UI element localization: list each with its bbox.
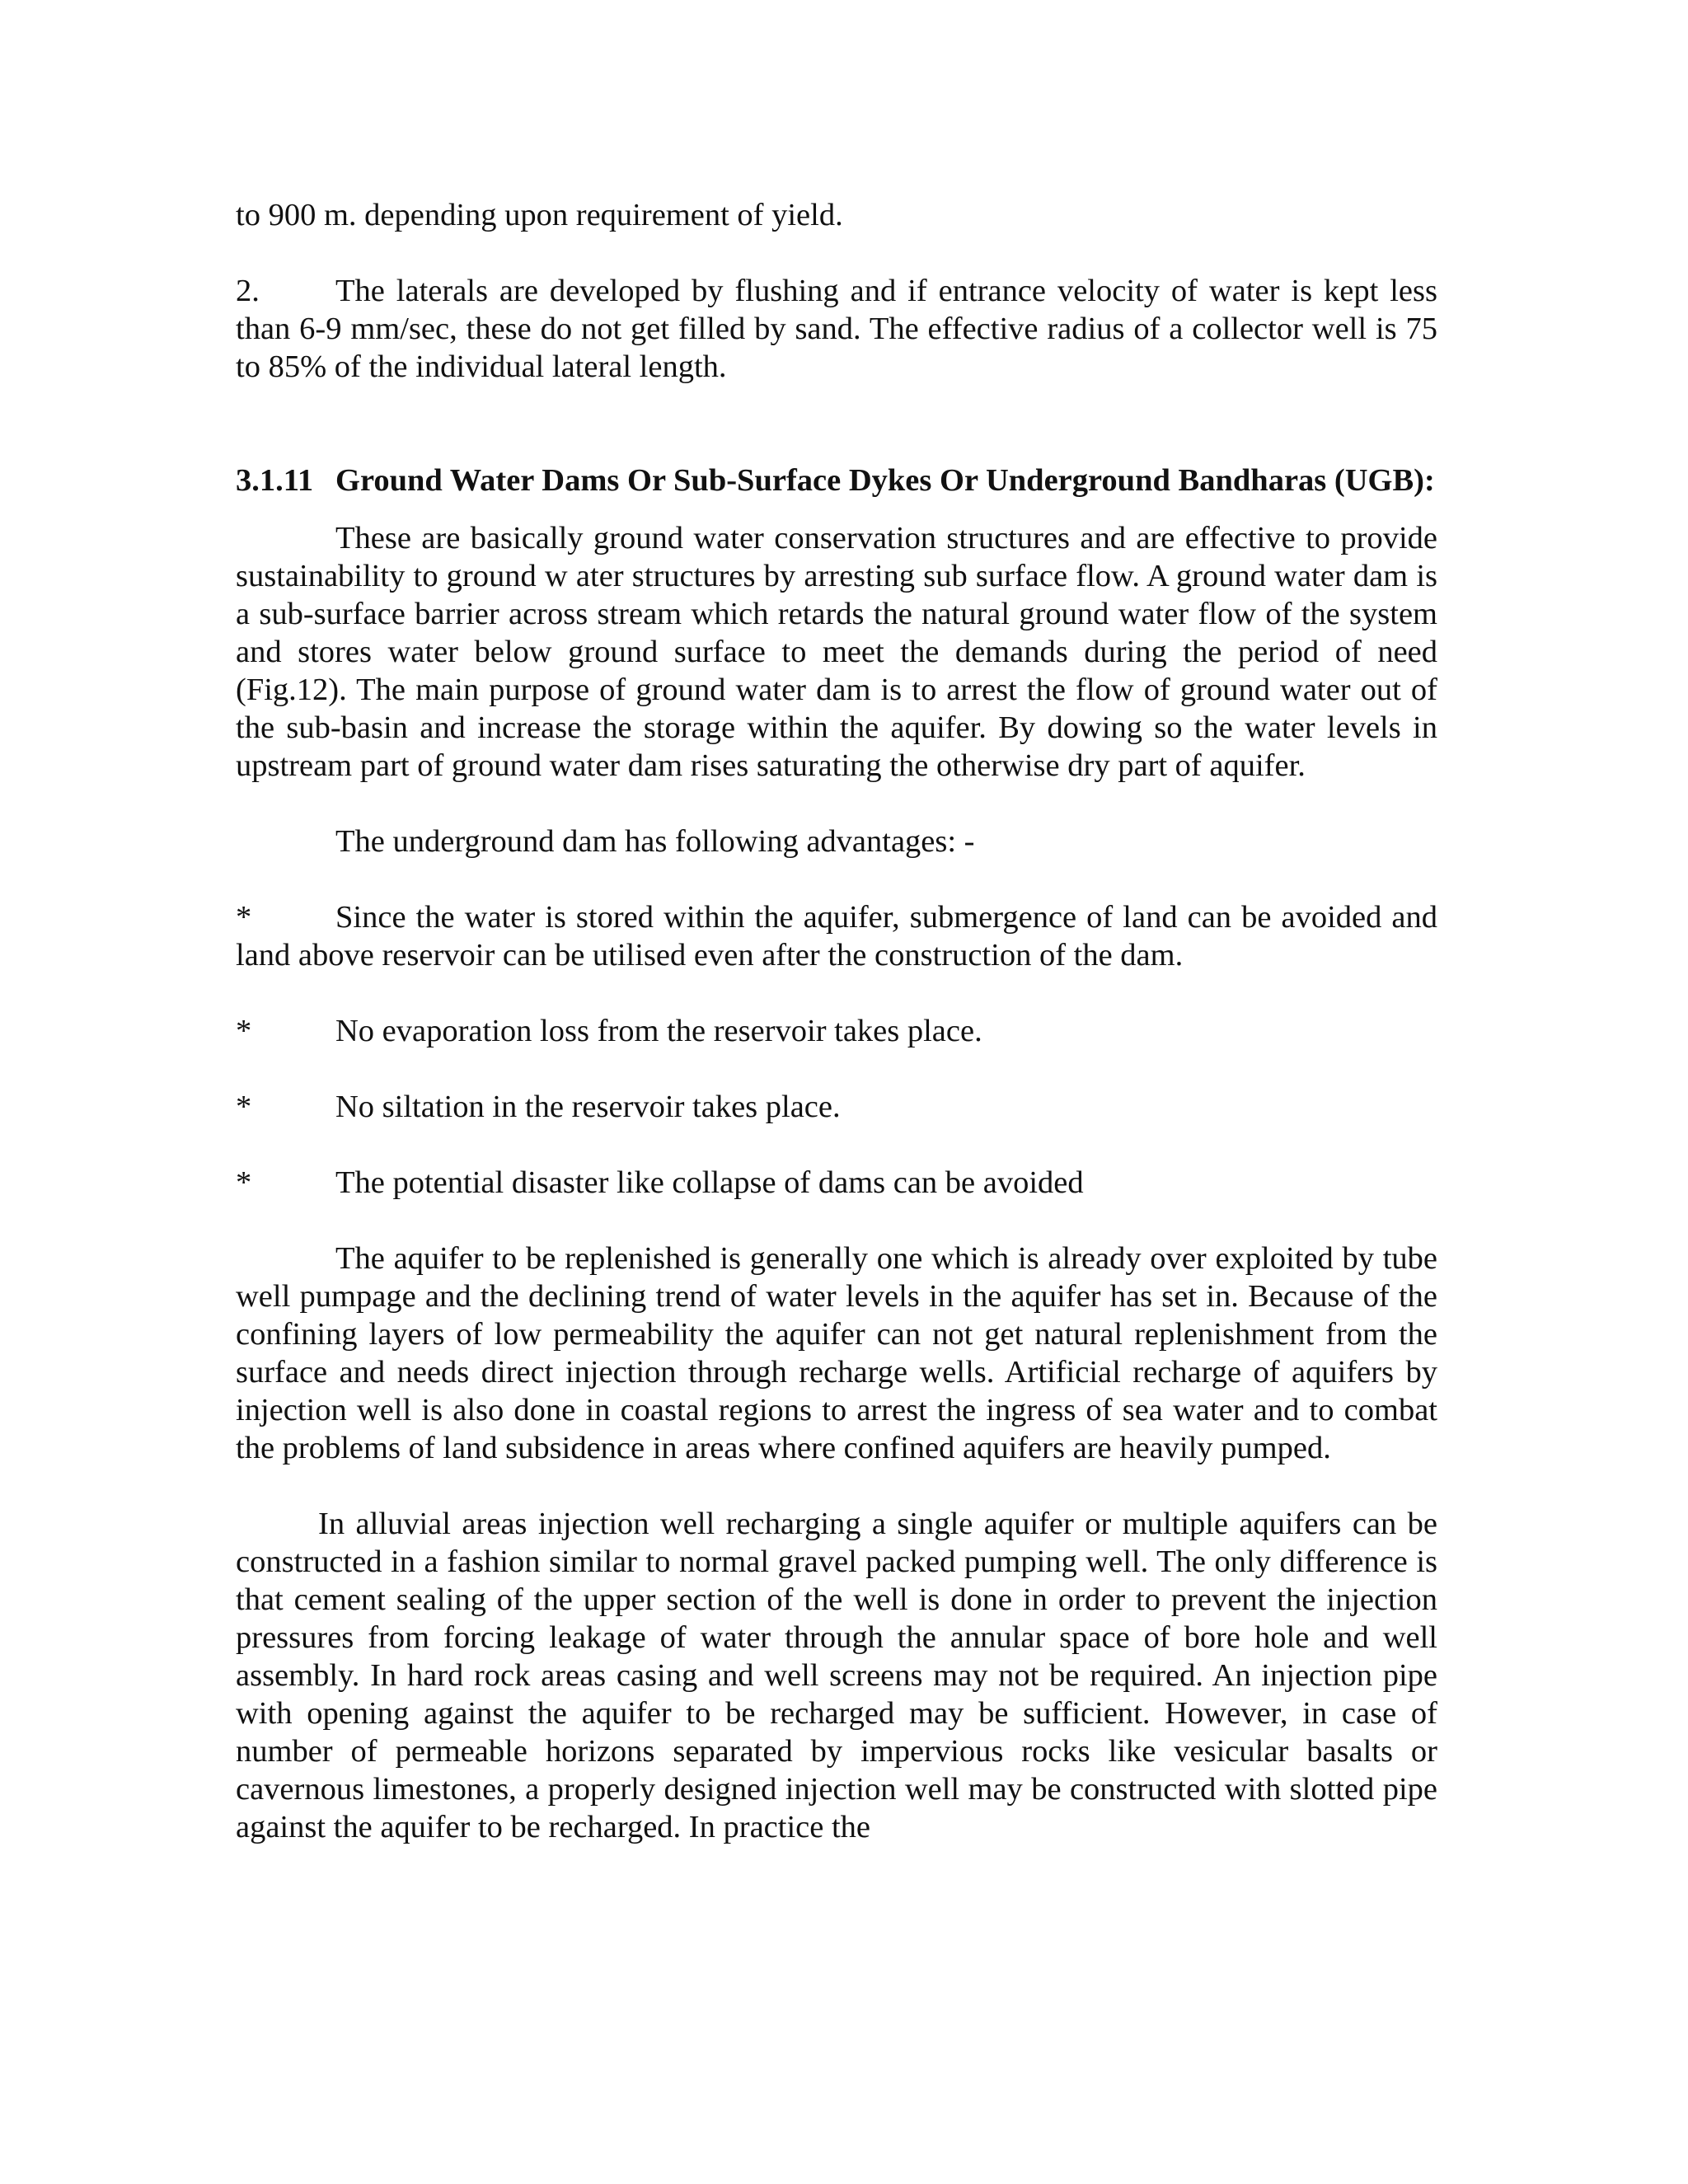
- bullet-item: [236, 1088, 1437, 1126]
- section-title: Ground Water Dams Or Sub-Surface Dykes Or Underground Bandharas (UGB):: [335, 463, 1435, 498]
- numbered-point-2: [236, 272, 1437, 386]
- bullet-mark: *: [236, 900, 252, 935]
- bullet-text: No evaporation loss from the reservoir takes place.: [335, 1014, 982, 1048]
- bullet-text: The potential disaster like collapse of dams can be avoided: [335, 1165, 1084, 1200]
- bullet-text: No siltation in the reservoir takes place.: [335, 1090, 841, 1124]
- alluvial-paragraph: In alluvial areas injection well recharging a single aquifer or multiple aquifers can be constructed in a fashion similar to normal gravel packed pumping well. The only difference is that cement sealing of the upper section of the well is done in order to prevent the injection pressures from forcing leakage of water through the annular space of bore hole and well assembly. In hard rock areas casing and well screens may not be required. An injection pipe with opening against the aquifer to be recharged may be sufficient. However, in case of number of permeable horizons separated by impervious rocks like vesicular basalts or cavernous limestones, a properly designed injection well may be constructed with slotted pipe against the aquifer to be recharged. In practice the: [236, 1507, 1437, 1844]
- bullet-item: [236, 1012, 1437, 1050]
- section-number: 3.1.11: [236, 463, 314, 498]
- bullet-mark: *: [236, 1090, 252, 1124]
- aquifer-paragraph: The aquifer to be replenished is generally one which is already over exploited by tube well pumpage and the declining trend of water levels in the aquifer has set in. Because of the confining layers of low permeability the aquifer can not get natural replenishment from the surface and needs direct injection through recharge wells. Artificial recharge of aquifers by injection well is also done in coastal regions to arrest the ingress of sea water and to combat the problems of land subsidence in areas where confined aquifers are heavily pumped.: [236, 1241, 1437, 1465]
- bullet-mark: *: [236, 1165, 252, 1200]
- bullet-item: [236, 1164, 1437, 1202]
- advantages-intro: The underground dam has following advantages: -: [335, 824, 975, 859]
- bullet-text: Since the water is stored within the aquifer, submergence of land can be avoided and land above reservoir can be utilised even after the construction of the dam.: [236, 900, 1437, 972]
- continuation-text: to 900 m. depending upon requirement of yield.: [236, 198, 843, 232]
- point-number: 2.: [236, 274, 260, 308]
- point-text: The laterals are developed by flushing and if entrance velocity of water is kept less than 6-9 mm/sec, these do not get filled by sand. The effective radius of a collector well is 75 to 85% of the individual lateral length.: [236, 274, 1437, 384]
- bullet-mark: *: [236, 1014, 252, 1048]
- intro-paragraph: These are basically ground water conservation structures and are effective to provide sustainability to ground w ater structures by arresting sub surface flow. A ground water dam is a sub-surface barrier across stream which retards the natural ground water flow of the system and stores water below ground surface to meet the demands during the period of need (Fig.12). The main purpose of ground water dam is to arrest the flow of ground water out of the sub-basin and increase the storage within the aquifer. By dowing so the water levels in upstream part of ground water dam rises saturating the otherwise dry part of aquifer.: [236, 521, 1437, 783]
- page-content: [236, 196, 1437, 1846]
- section-heading: [236, 462, 1437, 499]
- bullet-item: [236, 898, 1437, 974]
